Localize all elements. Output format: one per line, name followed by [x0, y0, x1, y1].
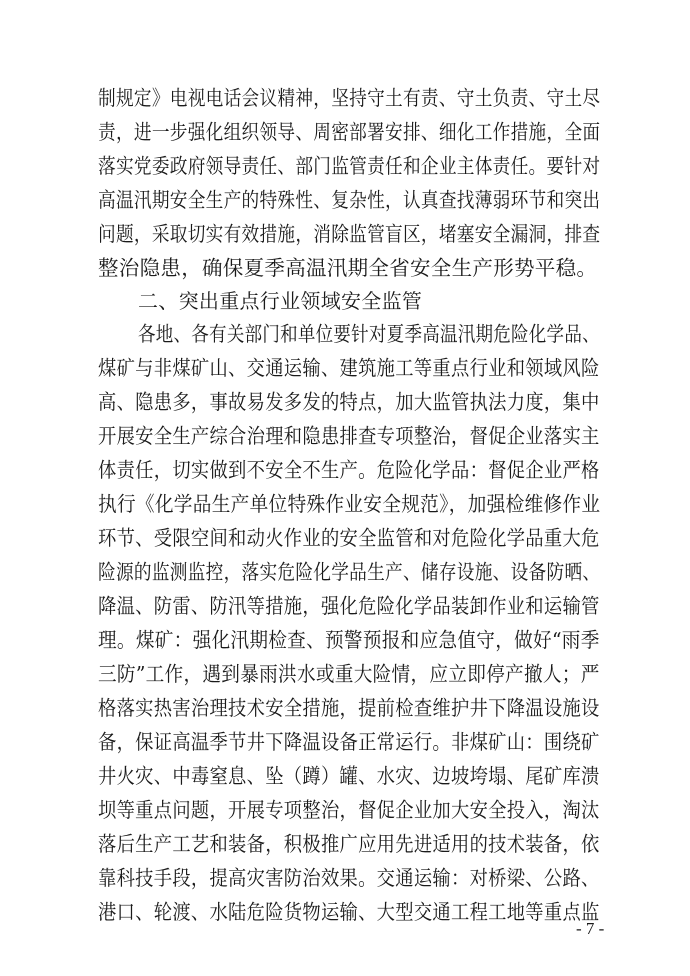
- paragraph-first-line: 各地、各有关部门和单位要针对夏季高温汛期危险化学品、: [138, 322, 600, 346]
- body-text-line: 落后生产工艺和装备，积极推广应用先进适用的技术装备，依: [98, 832, 600, 856]
- body-text-line: 问题，采取切实有效措施，消除监管盲区，堵塞安全漏洞，排查: [98, 222, 601, 246]
- body-text-line: 体责任，切实做到不安全不生产。危险化学品：督促企业严格: [98, 458, 600, 482]
- body-text-line: 靠科技手段，提高灾害防治效果。交通运输：对桥梁、公路、: [98, 866, 600, 890]
- body-text-line: 降温、防雷、防汛等措施，强化危险化学品装卸作业和运输管: [98, 594, 600, 618]
- body-text-line: 执行《化学品生产单位特殊作业安全规范》，加强检维修作业: [98, 492, 601, 516]
- body-text-line: 三防”工作，遇到暴雨洪水或重大险情，应立即停产撤人；严: [98, 662, 600, 686]
- page-number: - 7 -: [576, 919, 605, 938]
- body-text-line: 煤矿与非煤矿山、交通运输、建筑施工等重点行业和领域风险: [98, 356, 600, 380]
- body-text-line: 开展安全生产综合治理和隐患排查专项整治，督促企业落实主: [98, 424, 600, 448]
- body-text-line: 责，进一步强化组织领导、周密部署安排、细化工作措施，全面: [98, 120, 601, 144]
- section-heading: 二、突出重点行业领域安全监管: [138, 289, 423, 313]
- body-text-line: 整治隐患，确保夏季高温汛期全省安全生产形势平稳。: [98, 256, 598, 280]
- body-text-line: 险源的监测监控，落实危险化学品生产、储存设施、设备防晒、: [98, 560, 601, 584]
- body-text-line: 制规定》电视电话会议精神，坚持守土有责、守土负责、守土尽: [98, 86, 601, 110]
- body-text-line: 理。煤矿：强化汛期检查、预警预报和应急值守，做好“雨季: [98, 628, 600, 652]
- body-text-line: 环节、受限空间和动火作业的安全监管和对危险化学品重大危: [98, 526, 600, 550]
- body-text-line: 备，保证高温季节井下降温设备正常运行。非煤矿山：围绕矿: [98, 730, 600, 754]
- body-text-line: 格落实热害治理技术安全措施，提前检查维护井下降温设施设: [98, 696, 600, 720]
- body-text-line: 井火灾、中毒窒息、坠（蹲）罐、水灾、边坡垮塌、尾矿库溃: [98, 764, 600, 788]
- body-text-line: 落实党委政府领导责任、部门监管责任和企业主体责任。要针对: [98, 154, 601, 178]
- body-text-line: 港口、轮渡、水陆危险货物运输、大型交通工程工地等重点监: [98, 900, 600, 924]
- body-text-line: 高、隐患多，事故易发多发的特点，加大监管执法力度，集中: [98, 390, 600, 414]
- body-text-line: 坝等重点问题，开展专项整治，督促企业加大安全投入，淘汰: [98, 798, 600, 822]
- body-text-line: 高温汛期安全生产的特殊性、复杂性，认真查找薄弱环节和突出: [98, 188, 601, 212]
